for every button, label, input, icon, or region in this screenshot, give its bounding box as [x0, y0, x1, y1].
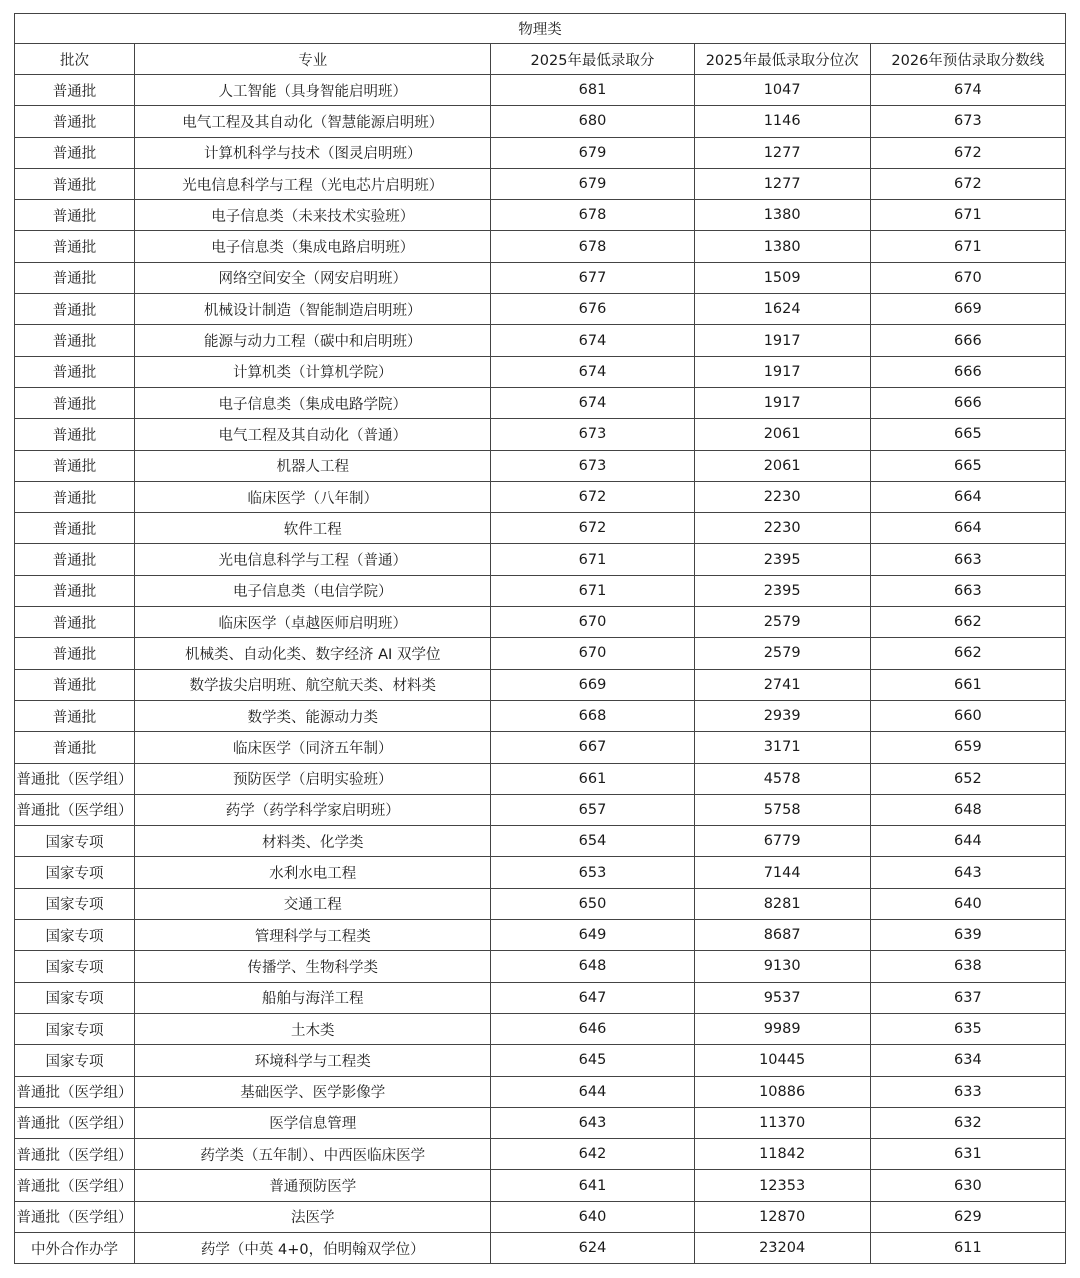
table-row [15, 294, 1066, 325]
predicted-score-cell: 660 [870, 700, 1065, 731]
table-row [15, 262, 1066, 293]
predicted-score-cell: 666 [870, 356, 1065, 387]
min-rank-cell: 2230 [694, 481, 870, 512]
header-predicted-score-2026: 2026年预估录取分数线 [870, 44, 1065, 75]
batch-cell: 普通批 [15, 607, 135, 638]
predicted-score-cell: 632 [870, 1107, 1065, 1138]
batch-cell: 普通批 [15, 325, 135, 356]
major-cell: 水利水电工程 [135, 857, 491, 888]
predicted-score-cell: 666 [870, 387, 1065, 418]
min-rank-cell: 2230 [694, 513, 870, 544]
table-row [15, 951, 1066, 982]
table-row [15, 231, 1066, 262]
batch-cell: 普通批（医学组） [15, 1076, 135, 1107]
min-rank-cell: 1277 [694, 168, 870, 199]
batch-cell: 普通批 [15, 231, 135, 262]
predicted-score-cell: 611 [870, 1232, 1065, 1263]
min-score-cell: 680 [491, 106, 694, 137]
admission-score-sheet [14, 13, 1066, 1264]
min-rank-cell: 3171 [694, 732, 870, 763]
batch-cell: 普通批 [15, 168, 135, 199]
min-score-cell: 679 [491, 168, 694, 199]
min-rank-cell: 7144 [694, 857, 870, 888]
batch-cell: 普通批 [15, 200, 135, 231]
min-rank-cell: 2061 [694, 450, 870, 481]
predicted-score-cell: 670 [870, 262, 1065, 293]
predicted-score-cell: 638 [870, 951, 1065, 982]
admission-score-table [14, 13, 1066, 1264]
batch-cell: 国家专项 [15, 857, 135, 888]
min-score-cell: 670 [491, 607, 694, 638]
predicted-score-cell: 665 [870, 419, 1065, 450]
table-row [15, 544, 1066, 575]
batch-cell: 国家专项 [15, 1013, 135, 1044]
min-rank-cell: 8281 [694, 888, 870, 919]
predicted-score-cell: 666 [870, 325, 1065, 356]
batch-cell: 普通批 [15, 669, 135, 700]
min-score-cell: 648 [491, 951, 694, 982]
batch-cell: 普通批（医学组） [15, 763, 135, 794]
batch-cell: 国家专项 [15, 920, 135, 951]
min-score-cell: 678 [491, 200, 694, 231]
min-rank-cell: 23204 [694, 1232, 870, 1263]
table-row [15, 700, 1066, 731]
table-row [15, 513, 1066, 544]
batch-cell: 普通批（医学组） [15, 1139, 135, 1170]
table-row [15, 419, 1066, 450]
major-cell: 计算机类（计算机学院） [135, 356, 491, 387]
table-row [15, 75, 1066, 106]
major-cell: 环境科学与工程类 [135, 1045, 491, 1076]
predicted-score-cell: 664 [870, 481, 1065, 512]
header-batch: 批次 [15, 44, 135, 75]
predicted-score-cell: 629 [870, 1201, 1065, 1232]
predicted-score-cell: 634 [870, 1045, 1065, 1076]
min-rank-cell: 2579 [694, 607, 870, 638]
min-score-cell: 674 [491, 356, 694, 387]
major-cell: 光电信息科学与工程（普通） [135, 544, 491, 575]
min-rank-cell: 1917 [694, 325, 870, 356]
batch-cell: 普通批 [15, 638, 135, 669]
table-title: 物理类 [15, 14, 1066, 44]
batch-cell: 普通批 [15, 137, 135, 168]
min-rank-cell: 6779 [694, 826, 870, 857]
predicted-score-cell: 659 [870, 732, 1065, 763]
table-row [15, 920, 1066, 951]
header-major: 专业 [135, 44, 491, 75]
table-row [15, 168, 1066, 199]
major-cell: 数学类、能源动力类 [135, 700, 491, 731]
batch-cell: 国家专项 [15, 951, 135, 982]
min-score-cell: 674 [491, 325, 694, 356]
min-score-cell: 673 [491, 419, 694, 450]
min-score-cell: 624 [491, 1232, 694, 1263]
min-rank-cell: 1146 [694, 106, 870, 137]
predicted-score-cell: 663 [870, 575, 1065, 606]
major-cell: 电气工程及其自动化（智慧能源启明班） [135, 106, 491, 137]
table-row [15, 387, 1066, 418]
min-rank-cell: 10445 [694, 1045, 870, 1076]
header-min-rank-2025: 2025年最低录取分位次 [694, 44, 870, 75]
major-cell: 临床医学（八年制） [135, 481, 491, 512]
min-score-cell: 647 [491, 982, 694, 1013]
min-rank-cell: 2395 [694, 575, 870, 606]
table-row [15, 106, 1066, 137]
min-score-cell: 672 [491, 481, 694, 512]
major-cell: 基础医学、医学影像学 [135, 1076, 491, 1107]
batch-cell: 国家专项 [15, 982, 135, 1013]
batch-cell: 普通批（医学组） [15, 794, 135, 825]
predicted-score-cell: 664 [870, 513, 1065, 544]
predicted-score-cell: 652 [870, 763, 1065, 794]
predicted-score-cell: 674 [870, 75, 1065, 106]
min-score-cell: 653 [491, 857, 694, 888]
batch-cell: 普通批 [15, 481, 135, 512]
major-cell: 电子信息类（集成电路启明班） [135, 231, 491, 262]
table-row [15, 888, 1066, 919]
min-score-cell: 650 [491, 888, 694, 919]
min-rank-cell: 1380 [694, 231, 870, 262]
major-cell: 药学（中英 4+0，伯明翰双学位） [135, 1232, 491, 1263]
table-row [15, 638, 1066, 669]
table-row [15, 826, 1066, 857]
table-row [15, 982, 1066, 1013]
batch-cell: 普通批 [15, 294, 135, 325]
major-cell: 电气工程及其自动化（普通） [135, 419, 491, 450]
batch-cell: 普通批 [15, 732, 135, 763]
predicted-score-cell: 648 [870, 794, 1065, 825]
batch-cell: 中外合作办学 [15, 1232, 135, 1263]
table-row [15, 607, 1066, 638]
min-score-cell: 670 [491, 638, 694, 669]
batch-cell: 普通批 [15, 513, 135, 544]
table-row [15, 1232, 1066, 1263]
min-rank-cell: 1509 [694, 262, 870, 293]
batch-cell: 普通批 [15, 75, 135, 106]
predicted-score-cell: 665 [870, 450, 1065, 481]
min-score-cell: 661 [491, 763, 694, 794]
min-score-cell: 657 [491, 794, 694, 825]
predicted-score-cell: 643 [870, 857, 1065, 888]
major-cell: 船舶与海洋工程 [135, 982, 491, 1013]
min-score-cell: 654 [491, 826, 694, 857]
min-score-cell: 674 [491, 387, 694, 418]
min-rank-cell: 1917 [694, 356, 870, 387]
table-row [15, 1201, 1066, 1232]
major-cell: 网络空间安全（网安启明班） [135, 262, 491, 293]
batch-cell: 普通批 [15, 262, 135, 293]
table-row [15, 794, 1066, 825]
table-row [15, 575, 1066, 606]
table-row [15, 857, 1066, 888]
predicted-score-cell: 640 [870, 888, 1065, 919]
predicted-score-cell: 630 [870, 1170, 1065, 1201]
major-cell: 数学拔尖启明班、航空航天类、材料类 [135, 669, 491, 700]
major-cell: 机械设计制造（智能制造启明班） [135, 294, 491, 325]
predicted-score-cell: 635 [870, 1013, 1065, 1044]
major-cell: 预防医学（启明实验班） [135, 763, 491, 794]
table-row [15, 450, 1066, 481]
min-rank-cell: 11370 [694, 1107, 870, 1138]
predicted-score-cell: 637 [870, 982, 1065, 1013]
min-score-cell: 644 [491, 1076, 694, 1107]
batch-cell: 普通批 [15, 544, 135, 575]
major-cell: 土木类 [135, 1013, 491, 1044]
header-min-score-2025: 2025年最低录取分 [491, 44, 694, 75]
table-row [15, 1045, 1066, 1076]
major-cell: 临床医学（同济五年制） [135, 732, 491, 763]
batch-cell: 国家专项 [15, 826, 135, 857]
batch-cell: 国家专项 [15, 1045, 135, 1076]
major-cell: 药学类（五年制）、中西医临床医学 [135, 1139, 491, 1170]
batch-cell: 普通批（医学组） [15, 1201, 135, 1232]
min-rank-cell: 8687 [694, 920, 870, 951]
min-score-cell: 649 [491, 920, 694, 951]
predicted-score-cell: 671 [870, 200, 1065, 231]
min-score-cell: 640 [491, 1201, 694, 1232]
min-score-cell: 681 [491, 75, 694, 106]
min-score-cell: 669 [491, 669, 694, 700]
min-rank-cell: 2061 [694, 419, 870, 450]
min-rank-cell: 1380 [694, 200, 870, 231]
batch-cell: 普通批 [15, 106, 135, 137]
min-score-cell: 671 [491, 575, 694, 606]
table-row [15, 1076, 1066, 1107]
predicted-score-cell: 631 [870, 1139, 1065, 1170]
min-rank-cell: 2741 [694, 669, 870, 700]
table-row [15, 1170, 1066, 1201]
major-cell: 人工智能（具身智能启明班） [135, 75, 491, 106]
table-header-row [15, 44, 1066, 75]
min-rank-cell: 12353 [694, 1170, 870, 1201]
min-rank-cell: 1624 [694, 294, 870, 325]
major-cell: 机械类、自动化类、数字经济 AI 双学位 [135, 638, 491, 669]
batch-cell: 普通批 [15, 450, 135, 481]
batch-cell: 普通批 [15, 419, 135, 450]
table-row [15, 137, 1066, 168]
min-rank-cell: 10886 [694, 1076, 870, 1107]
predicted-score-cell: 672 [870, 137, 1065, 168]
batch-cell: 普通批（医学组） [15, 1107, 135, 1138]
min-rank-cell: 2939 [694, 700, 870, 731]
table-row [15, 1107, 1066, 1138]
predicted-score-cell: 671 [870, 231, 1065, 262]
min-rank-cell: 9537 [694, 982, 870, 1013]
table-body [15, 75, 1066, 1264]
major-cell: 电子信息类（电信学院） [135, 575, 491, 606]
predicted-score-cell: 661 [870, 669, 1065, 700]
major-cell: 管理科学与工程类 [135, 920, 491, 951]
predicted-score-cell: 663 [870, 544, 1065, 575]
batch-cell: 普通批（医学组） [15, 1170, 135, 1201]
min-score-cell: 668 [491, 700, 694, 731]
batch-cell: 普通批 [15, 387, 135, 418]
predicted-score-cell: 669 [870, 294, 1065, 325]
min-score-cell: 643 [491, 1107, 694, 1138]
min-score-cell: 641 [491, 1170, 694, 1201]
major-cell: 电子信息类（集成电路学院） [135, 387, 491, 418]
table-row [15, 732, 1066, 763]
predicted-score-cell: 673 [870, 106, 1065, 137]
min-rank-cell: 9989 [694, 1013, 870, 1044]
min-score-cell: 677 [491, 262, 694, 293]
major-cell: 医学信息管理 [135, 1107, 491, 1138]
min-score-cell: 645 [491, 1045, 694, 1076]
table-row [15, 1139, 1066, 1170]
min-score-cell: 672 [491, 513, 694, 544]
batch-cell: 普通批 [15, 700, 135, 731]
table-title-row [15, 14, 1066, 44]
major-cell: 临床医学（卓越医师启明班） [135, 607, 491, 638]
batch-cell: 普通批 [15, 356, 135, 387]
batch-cell: 国家专项 [15, 888, 135, 919]
predicted-score-cell: 662 [870, 638, 1065, 669]
min-rank-cell: 1277 [694, 137, 870, 168]
min-rank-cell: 5758 [694, 794, 870, 825]
major-cell: 材料类、化学类 [135, 826, 491, 857]
table-row [15, 325, 1066, 356]
major-cell: 光电信息科学与工程（光电芯片启明班） [135, 168, 491, 199]
min-rank-cell: 11842 [694, 1139, 870, 1170]
min-rank-cell: 2579 [694, 638, 870, 669]
min-score-cell: 671 [491, 544, 694, 575]
major-cell: 计算机科学与技术（图灵启明班） [135, 137, 491, 168]
table-row [15, 763, 1066, 794]
min-score-cell: 642 [491, 1139, 694, 1170]
table-row [15, 669, 1066, 700]
table-row [15, 356, 1066, 387]
min-score-cell: 678 [491, 231, 694, 262]
major-cell: 普通预防医学 [135, 1170, 491, 1201]
min-rank-cell: 12870 [694, 1201, 870, 1232]
major-cell: 能源与动力工程（碳中和启明班） [135, 325, 491, 356]
min-rank-cell: 1917 [694, 387, 870, 418]
predicted-score-cell: 633 [870, 1076, 1065, 1107]
min-score-cell: 676 [491, 294, 694, 325]
min-score-cell: 673 [491, 450, 694, 481]
major-cell: 电子信息类（未来技术实验班） [135, 200, 491, 231]
major-cell: 机器人工程 [135, 450, 491, 481]
min-rank-cell: 9130 [694, 951, 870, 982]
predicted-score-cell: 644 [870, 826, 1065, 857]
major-cell: 传播学、生物科学类 [135, 951, 491, 982]
major-cell: 法医学 [135, 1201, 491, 1232]
min-score-cell: 646 [491, 1013, 694, 1044]
min-rank-cell: 2395 [694, 544, 870, 575]
predicted-score-cell: 672 [870, 168, 1065, 199]
predicted-score-cell: 639 [870, 920, 1065, 951]
min-score-cell: 679 [491, 137, 694, 168]
predicted-score-cell: 662 [870, 607, 1065, 638]
major-cell: 交通工程 [135, 888, 491, 919]
min-rank-cell: 4578 [694, 763, 870, 794]
table-row [15, 481, 1066, 512]
min-rank-cell: 1047 [694, 75, 870, 106]
batch-cell: 普通批 [15, 575, 135, 606]
table-row [15, 200, 1066, 231]
major-cell: 药学（药学科学家启明班） [135, 794, 491, 825]
table-row [15, 1013, 1066, 1044]
min-score-cell: 667 [491, 732, 694, 763]
major-cell: 软件工程 [135, 513, 491, 544]
